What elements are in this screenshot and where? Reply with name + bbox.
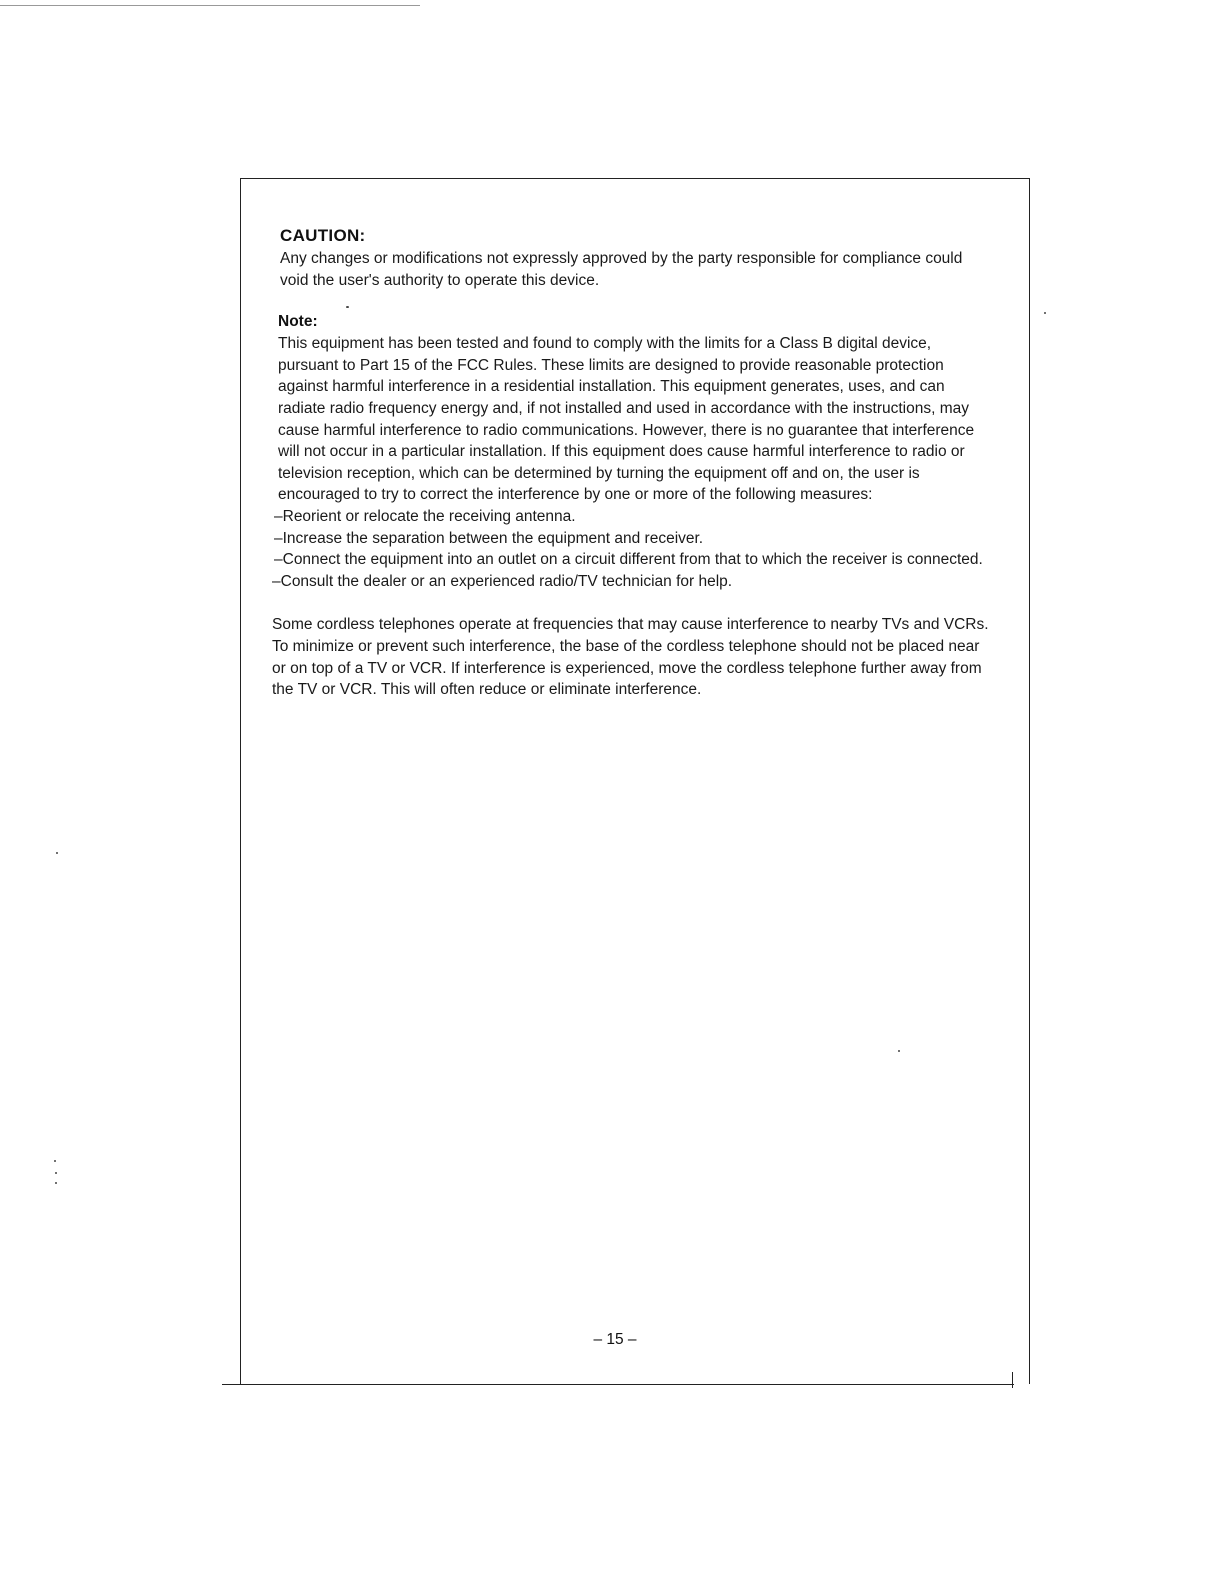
page-border-bottom [222, 1384, 1014, 1385]
note-heading: Note: [278, 313, 318, 331]
page-number: – 15 – [593, 1331, 637, 1348]
scan-speck [55, 1172, 57, 1174]
caution-section [272, 226, 992, 291]
scan-speck [898, 1050, 900, 1052]
caution-heading: CAUTION: [280, 226, 366, 245]
measure-item: –Increase the separation between the equipment and receiver. [274, 529, 704, 547]
measure-item: –Connect the equipment into an outlet on a circuit different from that to which the receiver is connected. [274, 551, 983, 569]
scan-speck [346, 306, 349, 308]
page-border-corner [1012, 1372, 1013, 1388]
measures-list [272, 506, 992, 592]
document-body [272, 226, 992, 701]
cordless-notice-section [272, 614, 992, 700]
measure-item: –Reorient or relocate the receiving antenna. [274, 507, 576, 525]
caution-text: Any changes or modifications not expressly approved by the party responsible for compliance could void the user's authority to operate this device. [280, 250, 963, 289]
note-text: This equipment has been tested and found to comply with the limits for a Class B digital device, pursuant to Part 15 of the FCC Rules. These limits are designed to provide reasonable protection against harmful interference in a residential installation. This equipment generates, uses, and can radiate radio frequency energy and, if not installed and used in accordance with the instructions, may cause harmful interference to radio communications. However, there is no guarantee that interference will not occur in a particular installation. If this equipment does cause harmful interference to radio or television reception, which can be determined by turning the equipment off and on, the user is encouraged to try to correct the interference by one or more of the following measures: [278, 335, 975, 504]
scan-speck [55, 1182, 57, 1184]
cordless-notice-text: Some cordless telephones operate at frequencies that may cause interference to nearby TVs and VCRs. To minimize or prevent such interference, the base of the cordless telephone should not be placed near or on top of a TV or VCR. If interference is experienced, move the cordless telephone further away from the TV or VCR. This will often reduce or eliminate interference. [272, 616, 989, 699]
measure-item: –Consult the dealer or an experienced radio/TV technician for help. [272, 572, 733, 590]
scan-speck [54, 1160, 56, 1162]
note-section [272, 313, 992, 592]
scan-speck [1044, 312, 1046, 314]
scan-speck [56, 852, 58, 854]
scan-artifact-line [0, 5, 420, 6]
